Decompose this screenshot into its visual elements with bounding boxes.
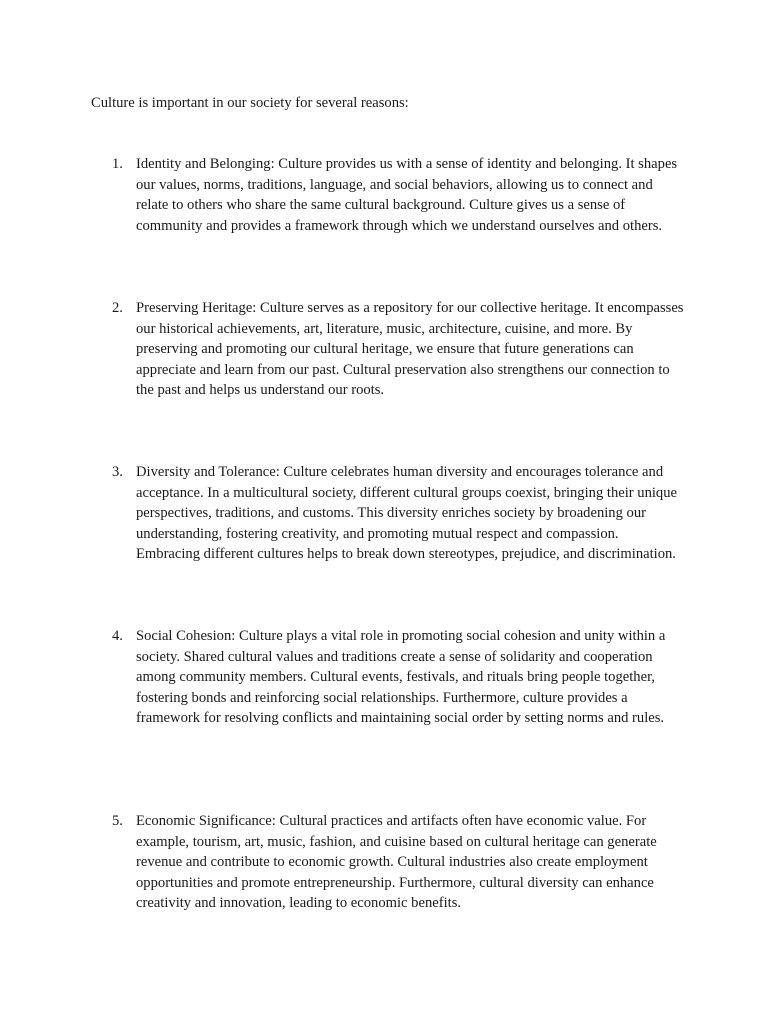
list-item (91, 626, 686, 729)
list-item-number: 3. (112, 464, 123, 480)
list-item-text: Social Cohesion: Culture plays a vital role in promoting social cohesion and unity within a society. Shared cultural values and traditions create a sense of solidarity and cooperation among community members. Cultural events, festivals, and rituals bring people together, fostering bonds and reinforcing social relationships. Furthermore, culture provides a framework for resolving conflicts and maintaining social order by setting norms and rules. (136, 628, 666, 727)
intro-paragraph: Culture is important in our society for several reasons: (91, 95, 409, 111)
list-item (91, 462, 686, 565)
list-item-text: Identity and Belonging: Culture provides us with a sense of identity and belonging. It shapes our values, norms, traditions, language, and social behaviors, allowing us to connect and relate to others who share the same cultural background. Culture gives us a sense of community and provides a framework through which we understand ourselves and others. (136, 156, 678, 234)
list-item-number: 5. (112, 813, 123, 829)
list-item-text: Economic Significance: Cultural practices and artifacts often have economic value. For example, tourism, art, music, fashion, and cuisine based on cultural heritage can generate revenue and contribute to economic growth. Cultural industries also create employment opportunities and promote entrepreneurship. Furthermore, cultural diversity can enhance creativity and innovation, leading to economic benefits. (136, 813, 657, 912)
list-item-text: Diversity and Tolerance: Culture celebrates human diversity and encourages tolerance and acceptance. In a multicultural society, different cultural groups coexist, bringing their unique perspectives, traditions, and customs. This diversity enriches society by broadening our understanding, fostering creativity, and promoting mutual respect and compassion. Embracing different cultures helps to break down stereotypes, prejudice, and discrimination. (136, 464, 678, 563)
list-item-number: 2. (112, 300, 123, 316)
list-item-number: 4. (112, 628, 123, 644)
list-item (91, 154, 686, 236)
list-item (91, 811, 686, 914)
list-item-number: 1. (112, 156, 123, 172)
list-item-text: Preserving Heritage: Culture serves as a repository for our collective heritage. It encompasses our historical achievements, art, literature, music, architecture, cuisine, and more. By preserving and promoting our cultural heritage, we ensure that future generations can appreciate and learn from our past. Cultural preservation also strengthens our connection to the past and helps us understand our roots. (136, 300, 684, 399)
list-item (91, 298, 686, 401)
